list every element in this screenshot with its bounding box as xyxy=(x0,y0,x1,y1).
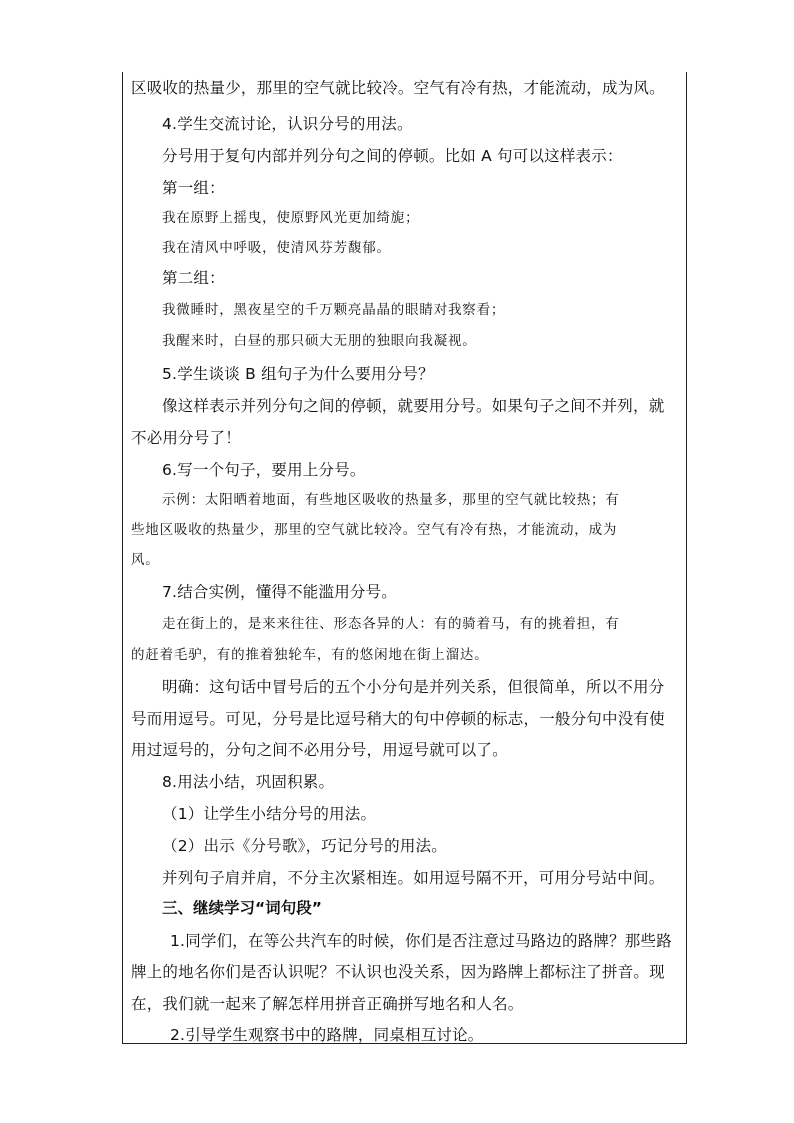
text-line: 1.同学们，在等公共汽车的时候，你们是否注意过马路边的路牌？那些路 xyxy=(170,932,672,950)
group-one-label: 第一组： xyxy=(162,179,225,197)
text-line: （2）出示《分号歌》，巧记分号的用法。 xyxy=(162,837,447,855)
example-sentence: 我在原野上摇曳，使原野风光更加绮旎； xyxy=(162,210,420,226)
example-sentence: 的赶着毛驴，有的推着独轮车，有的悠闲地在街上溜达。 xyxy=(131,647,489,663)
text-line: 2.引导学生观察书中的路牌，同桌相互讨论。 xyxy=(170,1026,484,1044)
text-line: 用过逗号的，分句之间不必用分号，用逗号就可以了。 xyxy=(131,741,508,759)
text-line: 牌上的地名你们是否认识呢？不认识也没关系，因为路牌上都标注了拼音。现 xyxy=(131,963,665,981)
step-4-heading: 4.学生交流讨论，认识分号的用法。 xyxy=(162,115,413,133)
text-line: 在，我们就一起来了解怎样用拼音正确拼写地名和人名。 xyxy=(131,995,524,1013)
text-line: 不必用分号了！ xyxy=(131,429,241,447)
example-sentence: 我在清风中呼吸，使清风芬芳馥郁。 xyxy=(162,240,391,256)
example-sentence: 些地区吸收的热量少，那里的空气就比较冷。空气有冷有热，才能流动，成为 xyxy=(131,522,618,538)
text-line: 区吸收的热量少，那里的空气就比较冷。空气有冷有热，才能流动，成为风。 xyxy=(131,79,665,97)
example-sentence: 我微睡时，黑夜星空的千万颗亮晶晶的眼睛对我察看； xyxy=(162,302,506,318)
text-line: 并列句子肩并肩，不分主次紧相连。如用逗号隔不开，可用分号站中间。 xyxy=(162,869,665,887)
step-7-heading: 7.结合实例，懂得不能滥用分号。 xyxy=(162,583,397,601)
section-three-heading: 三、继续学习“词句段” xyxy=(162,899,322,917)
example-sentence: 我醒来时，白昼的那只硕大无朋的独眼向我凝视。 xyxy=(162,333,477,349)
example-sentence: 走在街上的，是来来往往、形态各异的人：有的骑着马，有的挑着担，有 xyxy=(162,616,620,632)
step-6-heading: 6.写一个句子，要用上分号。 xyxy=(162,461,366,479)
example-sentence: 示例：太阳晒着地面，有些地区吸收的热量多，那里的空气就比较热；有 xyxy=(162,492,620,508)
group-two-label: 第二组： xyxy=(162,269,225,287)
text-line: 明确：这句话中冒号后的五个小分句是并列关系，但很简单，所以不用分 xyxy=(162,678,665,696)
text-line: （1）让学生小结分号的用法。 xyxy=(162,805,377,823)
text-line: 分号用于复句内部并列分句之间的停顿。比如 A 句可以这样表示： xyxy=(162,147,623,165)
step-5-heading: 5.学生谈谈 B 组句子为什么要用分号？ xyxy=(162,365,434,383)
step-8-heading: 8.用法小结，巩固积累。 xyxy=(162,773,335,791)
example-sentence: 风。 xyxy=(131,552,160,568)
text-line: 号而用逗号。可见，分号是比逗号稍大的句中停顿的标志，一般分句中没有使 xyxy=(131,710,665,728)
text-line: 像这样表示并列分句之间的停顿，就要用分号。如果句子之间不并列，就 xyxy=(162,397,665,415)
